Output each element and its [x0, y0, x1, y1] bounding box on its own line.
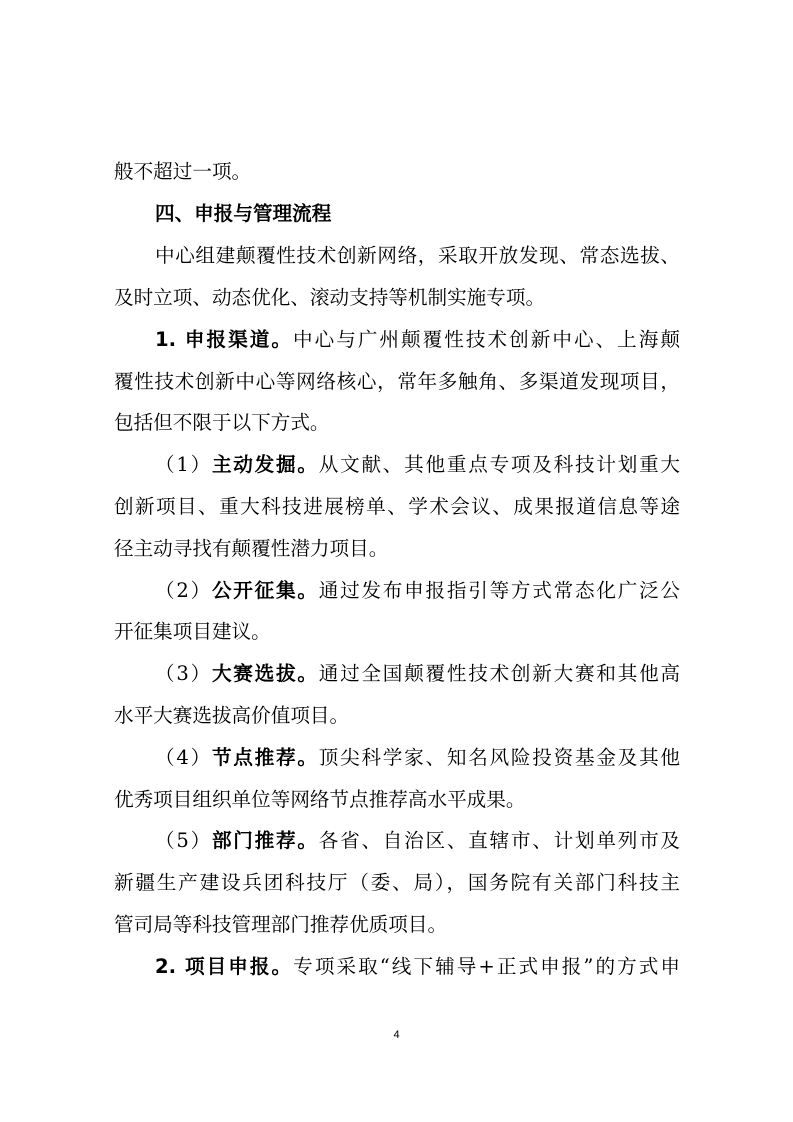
text-span: 管司局等科技管理部门推荐优质项目。 — [114, 913, 448, 936]
paragraph-line — [155, 744, 680, 772]
paragraph-line — [114, 702, 680, 730]
item-number: （4） — [155, 746, 212, 769]
item-label: 公开征集。 — [211, 579, 319, 602]
text-span: 水平大赛选拔高价值项目。 — [114, 704, 350, 727]
item-label: 部门推荐。 — [211, 829, 319, 852]
text-span: 中心与广州颠覆性技术创新中心、上海颠 — [292, 328, 680, 351]
item-number: （1） — [155, 453, 212, 476]
paragraph-line — [155, 827, 680, 855]
text-span: 通过发布申报指引等方式常态化广泛公 — [318, 579, 681, 602]
text-span: 创新项目、重大科技进展榜单、学术会议、成果报道信息等途 — [114, 495, 680, 518]
item-number: （3） — [155, 662, 212, 685]
paragraph-line — [155, 660, 680, 688]
text-span: 覆性技术创新中心等网络核心，常年多触角、多渠道发现项目， — [114, 370, 680, 393]
paragraph-line — [114, 786, 680, 814]
text-span: 径主动寻找有颠覆性潜力项目。 — [114, 537, 389, 560]
item-label: 节点推荐。 — [211, 746, 319, 769]
item-number: （2） — [155, 579, 212, 602]
paragraph-line — [114, 618, 680, 646]
paragraph-line — [114, 409, 680, 437]
subsection-label: 2. 项目申报。 — [155, 955, 294, 978]
section-heading: 四、申报与管理流程 — [155, 202, 332, 225]
paragraph-line — [155, 242, 680, 270]
text-span: 及时立项、动态优化、滚动支持等机制实施专项。 — [114, 286, 546, 309]
item-label: 大赛选拔。 — [211, 662, 319, 685]
text-span: 般不超过一项。 — [114, 160, 252, 183]
paragraph-line — [114, 284, 680, 312]
paragraph-line — [155, 577, 680, 605]
text-span: 通过全国颠覆性技术创新大赛和其他高 — [318, 662, 681, 685]
paragraph-line — [114, 368, 680, 396]
paragraph-line — [114, 911, 680, 939]
text-span: 优秀项目组织单位等网络节点推荐高水平成果。 — [114, 788, 526, 811]
paragraph-line — [114, 158, 680, 186]
item-label: 主动发掘。 — [211, 453, 319, 476]
text-span: 各省、自治区、直辖市、计划单列市及 — [318, 829, 681, 852]
text-span: 开征集项目建议。 — [114, 620, 271, 643]
item-number: （5） — [155, 829, 212, 852]
paragraph-line — [155, 326, 680, 354]
text-span: 中心组建颠覆性技术创新网络，采取开放发现、常态选拔、 — [155, 244, 680, 267]
text-span: 顶尖科学家、知名风险投资基金及其他 — [318, 746, 681, 769]
paragraph-line — [114, 869, 680, 897]
page-number: 4 — [393, 1029, 400, 1041]
text-span: 专项采取“线下辅导+正式申报”的方式申 — [293, 955, 681, 978]
text-span: 包括但不限于以下方式。 — [114, 411, 330, 434]
paragraph-line — [155, 953, 680, 981]
paragraph-line — [114, 535, 680, 563]
paragraph-line — [114, 493, 680, 521]
subsection-label: 1. 申报渠道。 — [155, 328, 293, 351]
paragraph-line — [155, 451, 680, 479]
text-span: 从文献、其他重点专项及科技计划重大 — [318, 453, 681, 476]
text-span: 新疆生产建设兵团科技厅（委、局），国务院有关部门科技主 — [114, 871, 680, 894]
